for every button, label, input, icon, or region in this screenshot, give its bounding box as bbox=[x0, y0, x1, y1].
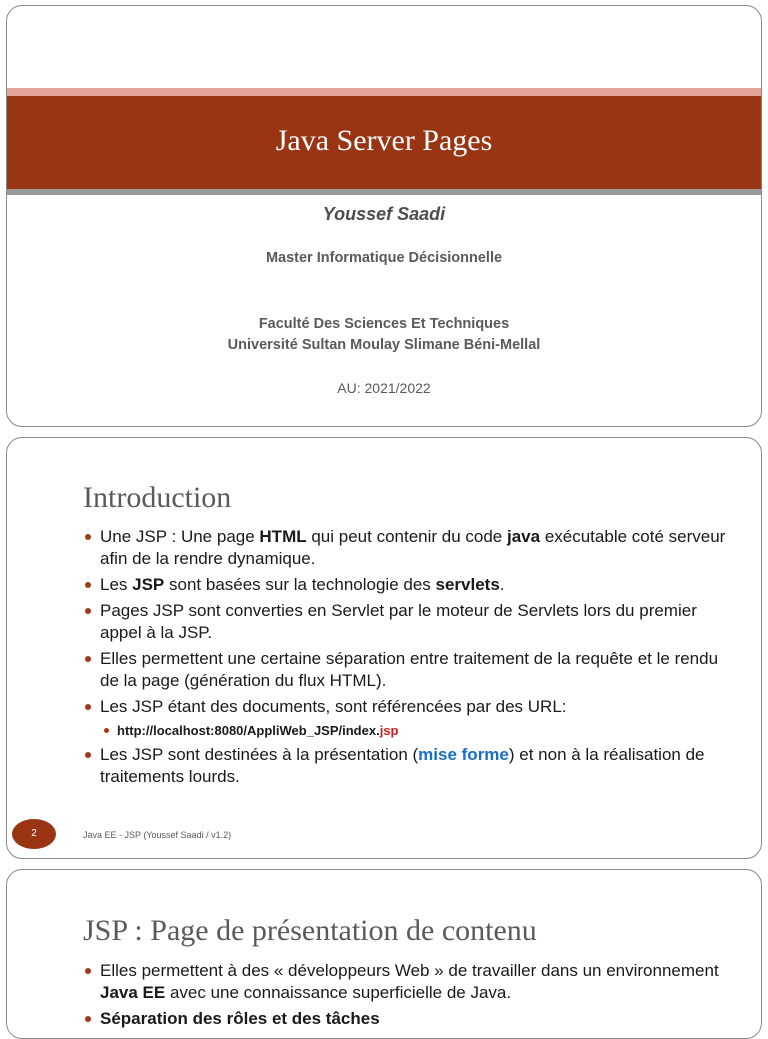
faculty-name: Faculté Des Sciences Et Techniques bbox=[258, 316, 510, 332]
dot-bullet-icon bbox=[85, 608, 91, 614]
slide-title: Introduction bbox=[83, 481, 232, 514]
academic-year: AU: 2021/2022 bbox=[337, 380, 431, 396]
bullet-list bbox=[83, 526, 733, 792]
presentation-content-slide bbox=[6, 869, 762, 1039]
dot-bullet-icon bbox=[85, 704, 91, 710]
list-item: Elles permettent une certaine séparation entre traitement de la requête et le rendu de la page (génération du flux HTML). bbox=[83, 648, 733, 692]
title-slide bbox=[6, 5, 762, 427]
dot-bullet-icon bbox=[85, 968, 91, 974]
example-url: http://localhost:8080/AppliWeb_JSP/index. bbox=[117, 723, 380, 738]
university-name: Université Sultan Moulay Slimane Béni-Mellal bbox=[227, 337, 541, 353]
list-item: Pages JSP sont converties en Servlet par le moteur de Servlets lors du premier appel à la JSP. bbox=[83, 600, 733, 644]
presentation-title: Java Server Pages bbox=[275, 124, 493, 157]
list-item: Les JSP sont basées sur la technologie des servlets. bbox=[83, 574, 733, 596]
banner-bottom-stripe bbox=[7, 189, 761, 195]
dot-bullet-icon bbox=[85, 656, 91, 662]
page-number-badge: 2 bbox=[12, 819, 56, 849]
author-name: Youssef Saadi bbox=[322, 204, 446, 224]
list-item: Elles permettent à des « développeurs Web » de travailler dans un environnement Java EE avec une connaissance superficielle de Java. bbox=[83, 960, 733, 1004]
sub-list-item-url bbox=[83, 722, 733, 740]
list-item: Une JSP : Une page HTML qui peut contenir du code java exécutable coté serveur afin de la rendre dynamique. bbox=[83, 526, 733, 570]
dot-bullet-icon bbox=[104, 728, 109, 733]
dot-bullet-icon bbox=[85, 582, 91, 588]
dot-bullet-icon bbox=[85, 1016, 91, 1022]
bullet-list bbox=[83, 960, 733, 1034]
slide-title: JSP : Page de présentation de contenu bbox=[83, 914, 537, 947]
slide-footer: Java EE - JSP (Youssef Saadi / v1.2) bbox=[83, 830, 232, 840]
url-extension: jsp bbox=[379, 723, 399, 738]
dot-bullet-icon bbox=[85, 534, 91, 540]
banner-top-stripe bbox=[7, 88, 761, 96]
program-name: Master Informatique Décisionnelle bbox=[265, 250, 503, 266]
list-item: Séparation des rôles et des tâches bbox=[83, 1008, 733, 1030]
dot-bullet-icon bbox=[85, 752, 91, 758]
introduction-slide bbox=[6, 437, 762, 859]
list-item: Les JSP sont destinées à la présentation (mise forme) et non à la réalisation de traitements lourds. bbox=[83, 744, 733, 788]
list-item: Les JSP étant des documents, sont référencées par des URL: bbox=[83, 696, 733, 718]
